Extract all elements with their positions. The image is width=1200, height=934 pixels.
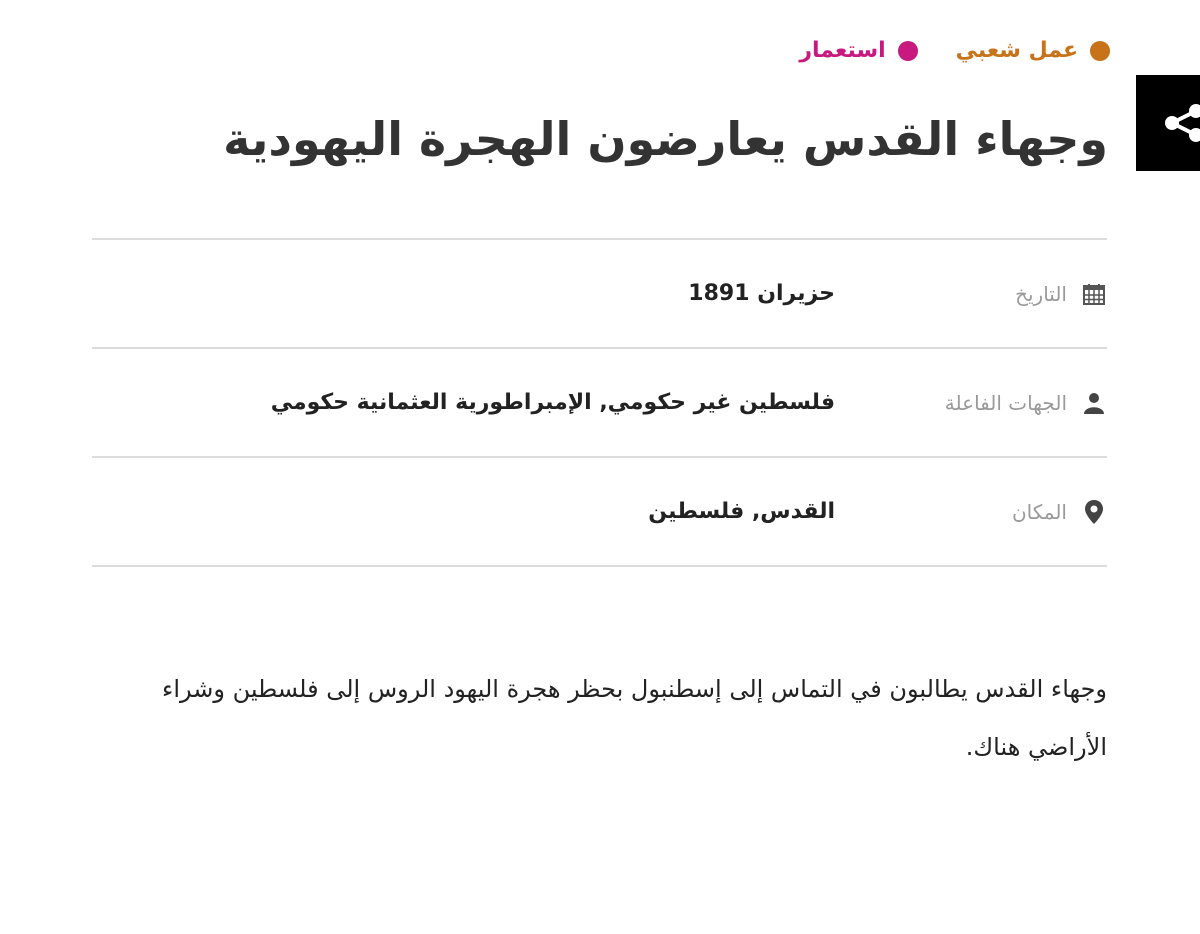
info-row-place [92,456,1107,567]
dot-icon [1090,41,1110,61]
tag-label: استعمار [799,38,886,63]
calendar-icon [1081,281,1107,307]
info-value-actors: فلسطين غير حكومي, الإمبراطورية العثمانية حكومي [270,390,835,415]
info-label-text: الجهات الفاعلة [944,390,1067,415]
event-info [92,238,1107,567]
tag-colonialism[interactable] [799,40,917,62]
tag-popular-action[interactable] [956,40,1110,62]
tag-label: عمل شعبي [955,38,1078,63]
user-icon [1081,390,1107,416]
share-button[interactable] [1136,75,1200,171]
info-label-text: التاريخ [1015,281,1067,306]
dot-icon [898,41,918,61]
info-row-date [92,238,1107,347]
info-value-place: القدس, فلسطين [648,499,835,524]
tag-list [799,40,1110,62]
info-label-actors [945,349,1107,456]
share-icon [1162,101,1200,145]
info-label-date [1015,240,1107,347]
map-pin-icon [1081,499,1107,525]
info-label-text: المكان [1011,499,1067,524]
page-title: وجهاء القدس يعارضون الهجرة اليهودية [223,112,1108,166]
info-row-actors [92,347,1107,456]
info-value-date: حزيران 1891 [688,281,835,306]
info-label-place [1012,458,1107,565]
event-description: وجهاء القدس يطالبون في التماس إلى إسطنبول بحظر هجرة اليهود الروس إلى فلسطين وشراء الأراضي هناك. [162,675,1107,761]
